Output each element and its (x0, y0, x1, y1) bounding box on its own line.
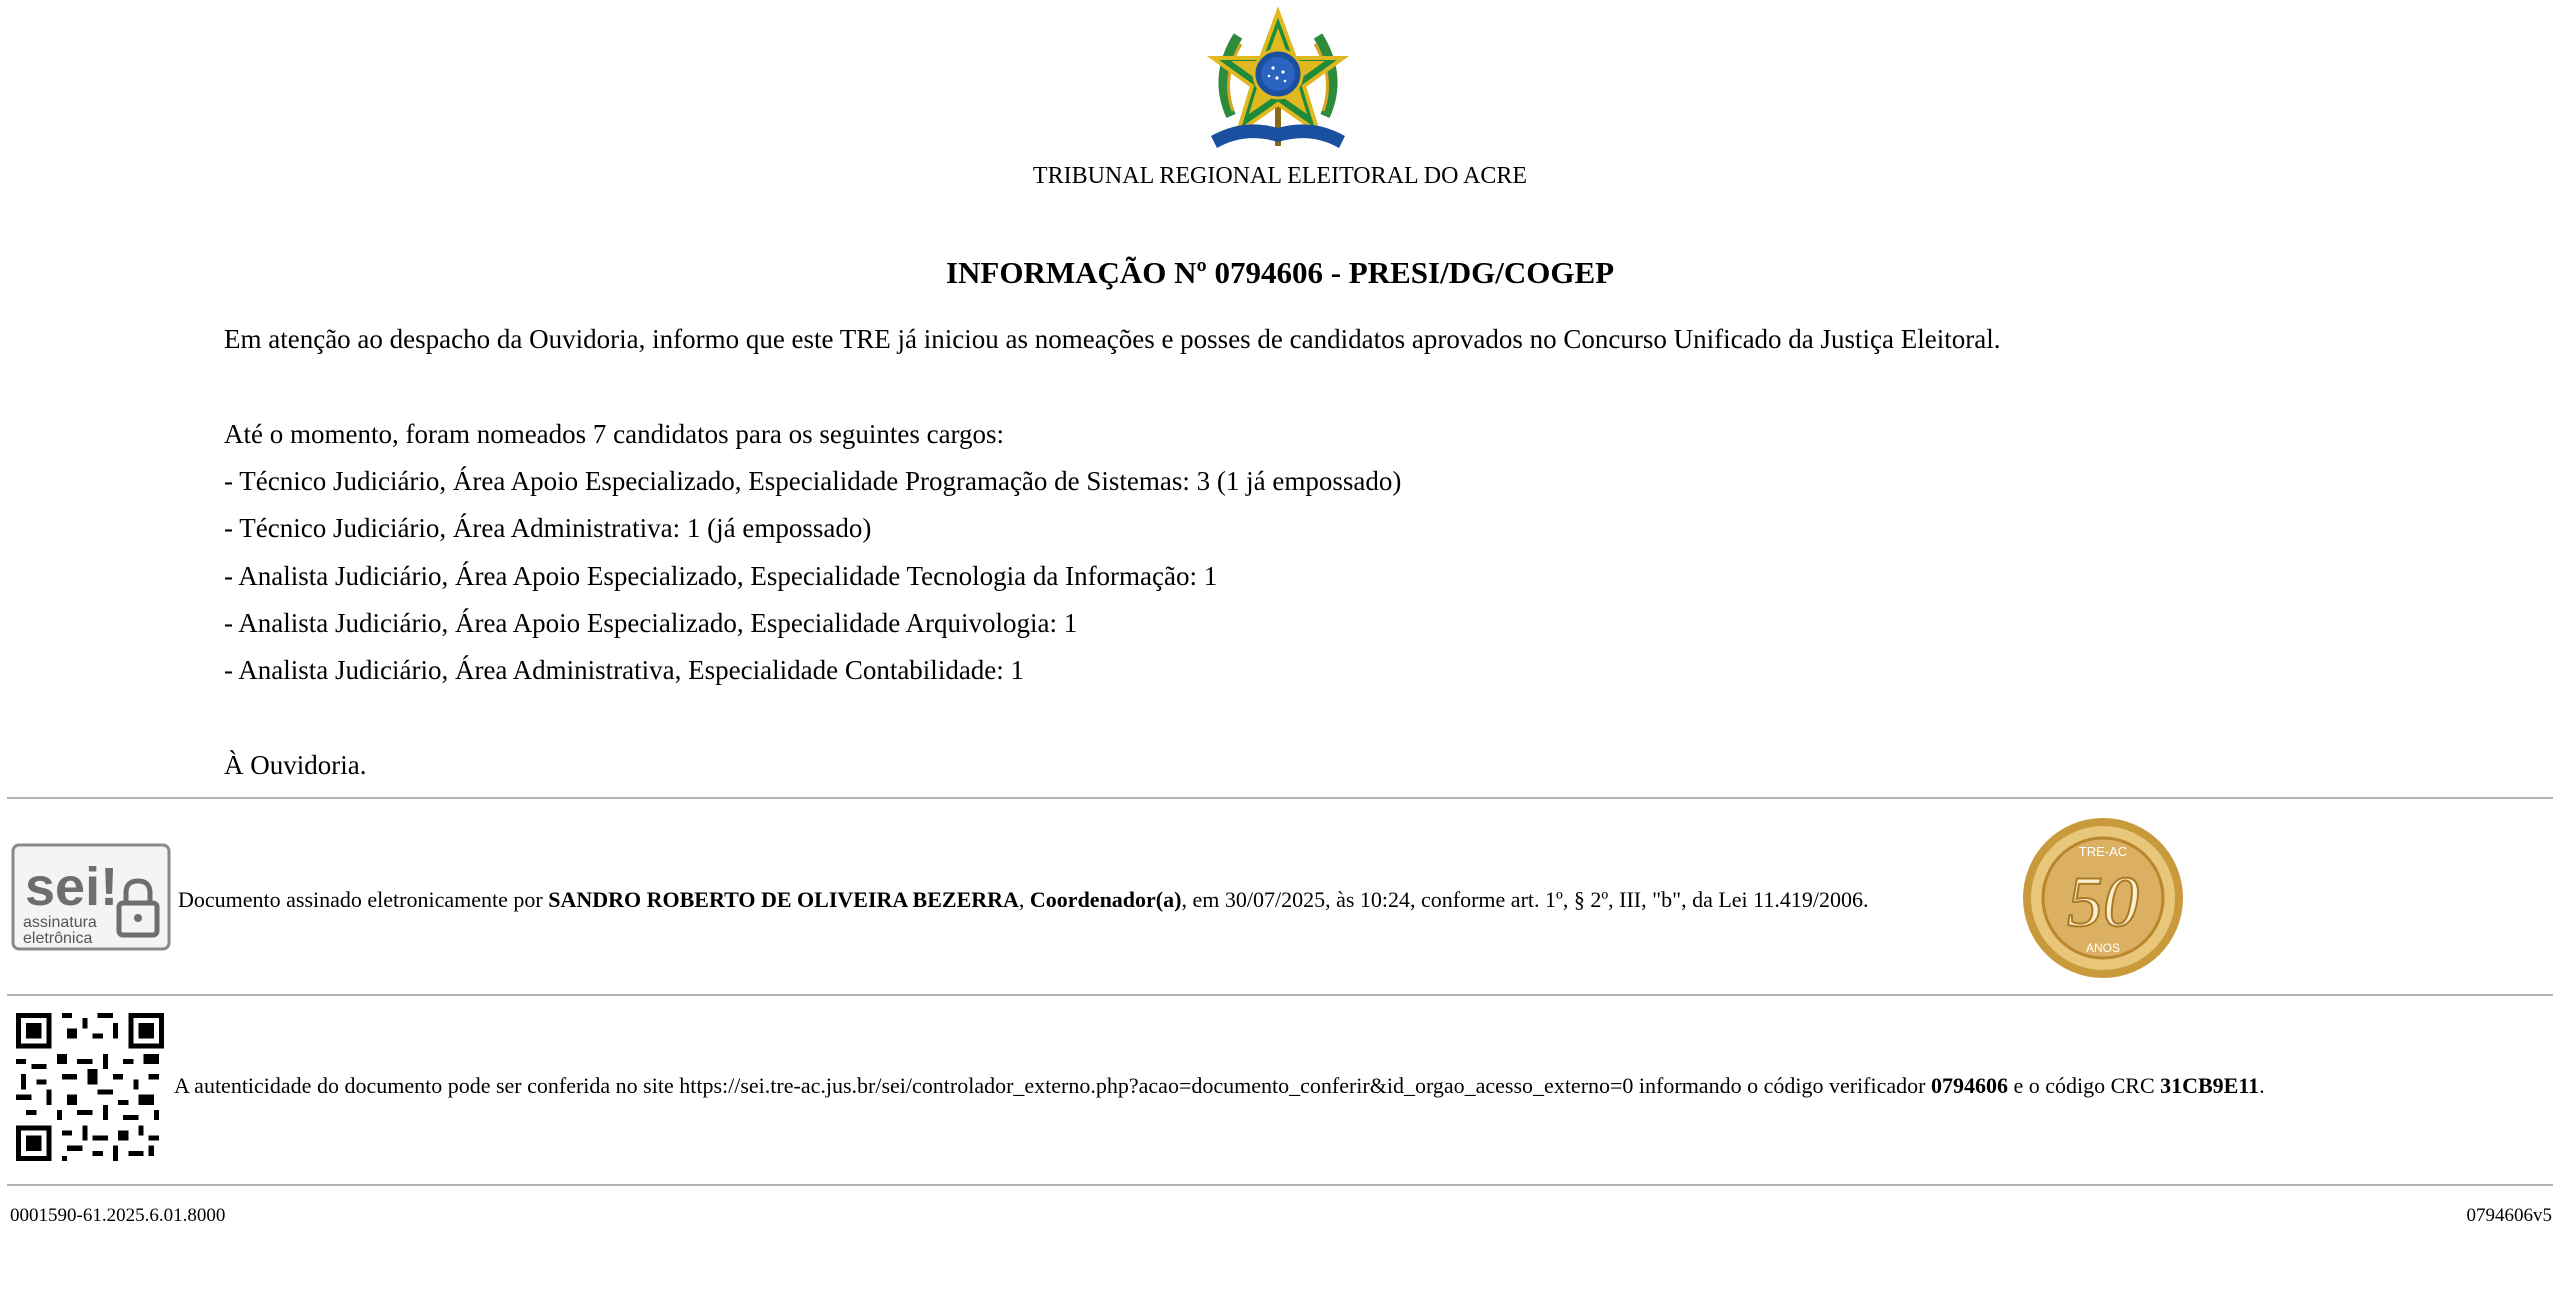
tre-ac-50-years-seal-icon (2019, 814, 2187, 982)
seal-top-text: TRE-AC (2078, 844, 2128, 859)
intro-paragraph: Em atenção ao despacho da Ouvidoria, informo que este TRE já iniciou as nomeações e posses de candidatos aprovados no Concurso Unificado da Justiça Eleitoral. (224, 324, 2001, 354)
document-title: INFORMAÇÃO Nº 0794606 - PRESI/DG/COGEP (945, 255, 1615, 290)
list-item: - Analista Judiciário, Área Administrativa, Especialidade Contabilidade: 1 (224, 655, 1025, 685)
process-number: 0001590-61.2025.6.01.8000 (10, 1205, 226, 1226)
crc-code: 31CB9E11 (2160, 1073, 2260, 1098)
list-item: - Técnico Judiciário, Área Administrativa: 1 (já empossado) (224, 513, 872, 543)
sei-logo-text: sei! (25, 857, 119, 917)
divider (7, 994, 2553, 996)
list-item: - Analista Judiciário, Área Apoio Especializado, Especialidade Arquivologia: 1 (224, 608, 1078, 638)
closing-line: À Ouvidoria. (224, 750, 367, 780)
seal-number: 50 (2067, 862, 2139, 942)
signer-name: SANDRO ROBERTO DE OLIVEIRA BEZERRA (548, 887, 1019, 912)
sei-signature-logo-icon (11, 843, 171, 951)
divider (7, 797, 2553, 799)
authenticity-statement: A autenticidade do documento pode ser conferida no site https://sei.tre-ac.jus.br/sei/controlador_externo.php?acao=documento_conferir&id_orgao_acesso_externo=0 informando o código verificador 0794606 e o código CRC 31CB9E11. (174, 1073, 2265, 1098)
list-intro: Até o momento, foram nomeados 7 candidatos para os seguintes cargos: (224, 419, 1005, 449)
signer-role: Coordenador(a) (1029, 887, 1182, 912)
qr-code-icon (16, 1013, 164, 1161)
sei-logo-line2: eletrônica (23, 930, 93, 947)
list-item: - Técnico Judiciário, Área Apoio Especializado, Especialidade Programação de Sistemas: 3 (1 já empossado) (224, 466, 1402, 496)
seal-bottom-text: ANOS (2085, 941, 2121, 955)
document-version: 0794606v5 (2466, 1205, 2552, 1226)
verifier-code: 0794606 (1930, 1073, 2008, 1098)
organization-name: TRIBUNAL REGIONAL ELEITORAL DO ACRE (1032, 163, 1528, 189)
signature-statement: Documento assinado eletronicamente por SANDRO ROBERTO DE OLIVEIRA BEZERRA, Coordenador(a), em 30/07/2025, às 10:24, conforme art. 1º, § 2º, III, "b", da Lei 11.419/2006. (178, 887, 1869, 912)
divider (7, 1184, 2553, 1186)
list-item: - Analista Judiciário, Área Apoio Especializado, Especialidade Tecnologia da Informação: 1 (224, 561, 1218, 591)
sei-logo-line1: assinatura (23, 914, 97, 931)
coat-of-arms-icon (1203, 6, 1353, 156)
